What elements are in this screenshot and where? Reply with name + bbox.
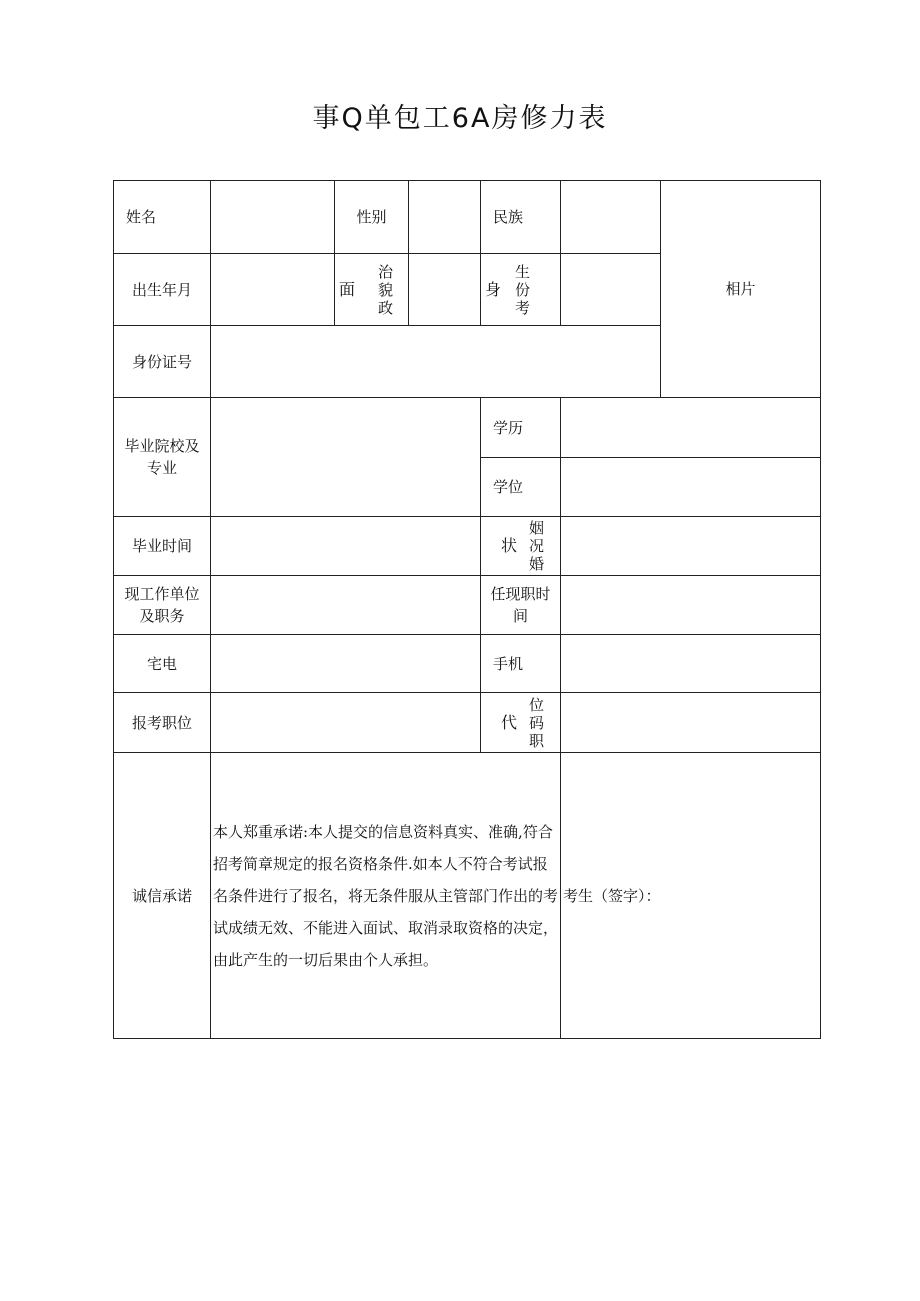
- field-degree[interactable]: [560, 457, 821, 517]
- label-birth: 出生年月: [113, 253, 211, 326]
- label-mobile: 手机: [480, 634, 561, 693]
- label-id-number: 身份证号: [113, 325, 211, 398]
- label-position: 报考职位: [113, 692, 211, 753]
- label-grad-time: 毕业时间: [113, 516, 211, 576]
- field-marital[interactable]: [560, 516, 821, 576]
- label-integrity: 诚信承诺: [113, 752, 211, 1039]
- signature-box[interactable]: [560, 752, 821, 1039]
- pledge-text: 本人郑重承诺:本人提交的信息资料真实、准确,符合招考简章规定的报名资格条件.如本人不符合考试报名条件进行了报名，将无条件服从主管部门作出的考试成绩无效、不能进入面试、取消录取资格的决定，由此产生的一切后果由个人承担。: [213, 822, 559, 969]
- field-position-code[interactable]: [560, 692, 821, 753]
- label-ethnicity: 民族: [480, 180, 561, 254]
- political-side-char: 面: [339, 280, 356, 299]
- label-marital: [480, 516, 561, 576]
- label-gender: 性别: [334, 180, 409, 254]
- field-education[interactable]: [560, 397, 821, 458]
- code-stack: 位 码 职: [528, 695, 544, 750]
- origin-stack: 生 份 考: [514, 262, 530, 317]
- field-position[interactable]: [210, 692, 481, 753]
- label-political-status: [334, 253, 409, 326]
- field-id-number[interactable]: [210, 325, 661, 398]
- field-job-time[interactable]: [560, 575, 821, 635]
- origin-side-char: 身: [485, 280, 502, 299]
- label-home-phone: 宅电: [113, 634, 211, 693]
- political-stack: 治 貌 政: [377, 262, 393, 317]
- field-name[interactable]: [210, 180, 335, 254]
- field-political-status[interactable]: [408, 253, 481, 326]
- marital-stack: 姻 况 婚: [528, 519, 544, 573]
- field-mobile[interactable]: [560, 634, 821, 693]
- field-gender[interactable]: [408, 180, 481, 254]
- photo-label: 相片: [725, 280, 756, 298]
- photo-box[interactable]: [660, 180, 821, 398]
- label-origin: [480, 253, 561, 326]
- integrity-pledge: [210, 752, 561, 1039]
- field-work-unit[interactable]: [210, 575, 481, 635]
- field-origin[interactable]: [560, 253, 661, 326]
- code-side-char: 代: [501, 713, 518, 732]
- field-ethnicity[interactable]: [560, 180, 661, 254]
- label-degree: 学位: [480, 457, 561, 517]
- label-work-unit: 现工作单位及职务: [113, 575, 211, 635]
- field-birth[interactable]: [210, 253, 335, 326]
- field-home-phone[interactable]: [210, 634, 481, 693]
- label-school: 毕业院校及专业: [113, 397, 211, 517]
- field-school[interactable]: [210, 397, 481, 517]
- label-job-time: 任现职时间: [480, 575, 561, 635]
- form-title: 事Q单包工6A房修力表: [312, 103, 608, 134]
- label-education: 学历: [480, 397, 561, 458]
- label-position-code: [480, 692, 561, 753]
- marital-side-char: 状: [501, 536, 518, 555]
- signature-label: 考生（签字）：: [563, 886, 661, 905]
- field-grad-time[interactable]: [210, 516, 481, 576]
- label-name: 姓名: [113, 180, 211, 254]
